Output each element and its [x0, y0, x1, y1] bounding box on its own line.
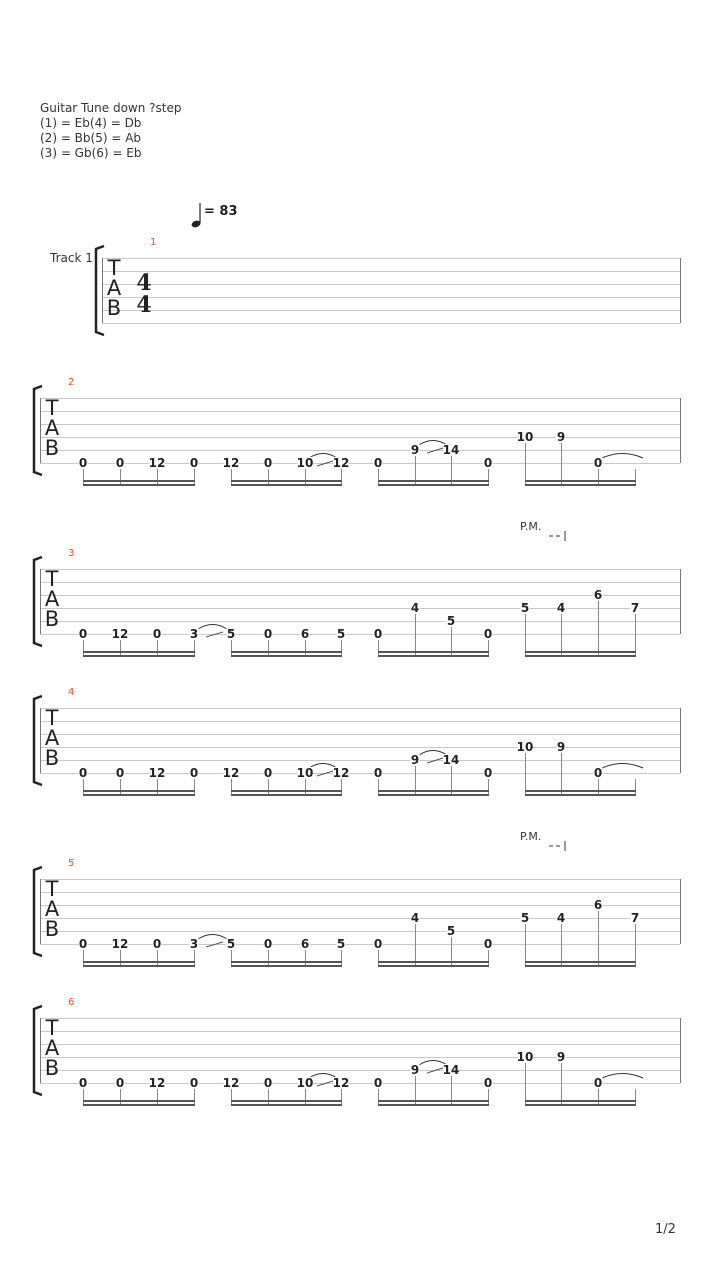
beam-primary — [231, 961, 342, 963]
fret-number: 0 — [78, 766, 88, 780]
beam-primary — [231, 790, 342, 792]
fret-number: 4 — [410, 911, 420, 925]
fret-number: 0 — [152, 937, 162, 951]
fret-number: 5 — [336, 627, 346, 641]
beam-secondary — [231, 794, 342, 796]
fret-number: 0 — [483, 1076, 493, 1090]
page-number: 1/2 — [655, 1222, 676, 1237]
fret-number: 0 — [115, 456, 125, 470]
beam-primary — [83, 961, 195, 963]
beam-secondary — [525, 965, 636, 967]
fret-number: 0 — [189, 456, 199, 470]
tuning-line-2: (2) = Bb(5) = Ab — [40, 131, 142, 145]
fret-number: 0 — [593, 766, 603, 780]
tuning-title: Guitar Tune down ?step — [40, 101, 182, 115]
beam-primary — [231, 1100, 342, 1102]
fret-number: 0 — [593, 1076, 603, 1090]
tuning-line-3: (3) = Gb(6) = Eb — [40, 146, 142, 160]
beam-primary — [525, 1100, 636, 1102]
time-signature-bottom: 4 — [136, 292, 152, 318]
fret-number: 3 — [189, 627, 199, 641]
fret-number: 5 — [446, 924, 456, 938]
fret-number: 12 — [148, 766, 166, 780]
fret-number: 12 — [111, 627, 129, 641]
fret-number: 3 — [189, 937, 199, 951]
fret-number: 5 — [226, 627, 236, 641]
fret-number: 0 — [152, 627, 162, 641]
beam-primary — [83, 790, 195, 792]
tab-clef-b: B — [44, 746, 60, 770]
fret-number: 12 — [148, 456, 166, 470]
fret-number: 0 — [189, 766, 199, 780]
fret-number: 12 — [222, 1076, 240, 1090]
tab-clef-t: T — [45, 706, 59, 730]
fret-number: 14 — [442, 1063, 460, 1077]
fret-number: 10 — [516, 430, 534, 444]
fret-number: 0 — [263, 937, 273, 951]
fret-number: 0 — [78, 937, 88, 951]
tie-arc — [198, 935, 227, 940]
beam-secondary — [378, 1104, 489, 1106]
beam-secondary — [231, 1104, 342, 1106]
measure-number: 3 — [68, 548, 75, 559]
fret-number: 12 — [111, 937, 129, 951]
fret-number: 6 — [300, 627, 310, 641]
fret-number: 0 — [115, 1076, 125, 1090]
fret-number: 12 — [222, 766, 240, 780]
beam-secondary — [378, 794, 489, 796]
beam-primary — [83, 480, 195, 482]
fret-number: 4 — [410, 601, 420, 615]
time-signature-top: 4 — [136, 270, 152, 296]
tab-clef-t: T — [45, 396, 59, 420]
fret-number: 0 — [483, 937, 493, 951]
beam-primary — [378, 651, 489, 653]
fret-number: 12 — [148, 1076, 166, 1090]
tie-arc — [602, 1074, 643, 1079]
tie-arc — [602, 454, 643, 459]
measure-number: 4 — [68, 687, 75, 698]
fret-number: 0 — [263, 1076, 273, 1090]
tab-clef-a: A — [106, 276, 122, 300]
fret-number: 0 — [483, 627, 493, 641]
fret-number: 14 — [442, 753, 460, 767]
beam-primary — [525, 651, 636, 653]
fret-number: 9 — [556, 1050, 566, 1064]
beam-secondary — [83, 965, 195, 967]
fret-number: 0 — [373, 766, 383, 780]
tempo-value: = 83 — [204, 204, 238, 219]
fret-number: 5 — [520, 911, 530, 925]
tab-clef-b: B — [44, 1056, 60, 1080]
fret-number: 6 — [593, 898, 603, 912]
beam-secondary — [525, 794, 636, 796]
fret-number: 9 — [556, 430, 566, 444]
fret-number: 0 — [115, 766, 125, 780]
fret-number: 9 — [410, 1063, 420, 1077]
tab-clef-t: T — [107, 256, 121, 280]
tab-clef-a: A — [44, 1036, 60, 1060]
fret-number: 12 — [332, 1076, 350, 1090]
tab-clef-b: B — [44, 917, 60, 941]
beam-primary — [525, 961, 636, 963]
beam-secondary — [231, 655, 342, 657]
measure-number: 5 — [68, 858, 75, 869]
beam-primary — [378, 790, 489, 792]
palm-mute-label: P.M. — [520, 830, 542, 843]
measure-number: 2 — [68, 377, 75, 388]
fret-number: 5 — [226, 937, 236, 951]
tab-clef-a: A — [44, 416, 60, 440]
fret-number: 0 — [483, 456, 493, 470]
beam-primary — [378, 961, 489, 963]
fret-number: 14 — [442, 443, 460, 457]
fret-number: 10 — [296, 766, 314, 780]
fret-number: 0 — [78, 627, 88, 641]
beam-secondary — [231, 965, 342, 967]
fret-number: 10 — [516, 740, 534, 754]
tab-clef-b: B — [44, 607, 60, 631]
beam-secondary — [525, 1104, 636, 1106]
fret-number: 0 — [263, 627, 273, 641]
tab-clef-t: T — [45, 1016, 59, 1040]
tab-clef-b: B — [106, 296, 122, 320]
fret-number: 9 — [410, 443, 420, 457]
fret-number: 0 — [373, 456, 383, 470]
fret-number: 0 — [373, 1076, 383, 1090]
fret-number: 12 — [222, 456, 240, 470]
beam-primary — [231, 651, 342, 653]
fret-number: 0 — [483, 766, 493, 780]
fret-number: 9 — [556, 740, 566, 754]
fret-number: 0 — [373, 627, 383, 641]
fret-number: 0 — [263, 456, 273, 470]
fret-number: 9 — [410, 753, 420, 767]
fret-number: 0 — [593, 456, 603, 470]
beam-secondary — [231, 484, 342, 486]
fret-number: 10 — [296, 456, 314, 470]
beam-primary — [525, 480, 636, 482]
fret-number: 0 — [78, 456, 88, 470]
measure-number: 6 — [68, 997, 75, 1008]
beam-primary — [83, 1100, 195, 1102]
track-label: Track 1 — [50, 251, 93, 265]
tab-clef-a: A — [44, 726, 60, 750]
beam-primary — [83, 651, 195, 653]
palm-mute-label: P.M. — [520, 520, 542, 533]
beam-secondary — [378, 484, 489, 486]
fret-number: 6 — [593, 588, 603, 602]
tab-clef-a: A — [44, 587, 60, 611]
tuning-line-1: (1) = Eb(4) = Db — [40, 116, 142, 130]
fret-number: 5 — [336, 937, 346, 951]
beam-secondary — [83, 1104, 195, 1106]
tab-clef-t: T — [45, 877, 59, 901]
beam-secondary — [83, 794, 195, 796]
fret-number: 0 — [373, 937, 383, 951]
fret-number: 5 — [520, 601, 530, 615]
fret-number: 0 — [78, 1076, 88, 1090]
tie-arc — [602, 764, 643, 769]
fret-number: 7 — [630, 911, 640, 925]
beam-secondary — [378, 655, 489, 657]
beam-secondary — [525, 484, 636, 486]
fret-number: 6 — [300, 937, 310, 951]
fret-number: 4 — [556, 911, 566, 925]
fret-number: 10 — [296, 1076, 314, 1090]
beam-secondary — [83, 655, 195, 657]
fret-number: 0 — [263, 766, 273, 780]
tab-clef-t: T — [45, 567, 59, 591]
tab-clef-b: B — [44, 436, 60, 460]
beam-primary — [378, 480, 489, 482]
fret-number: 12 — [332, 766, 350, 780]
fret-number: 12 — [332, 456, 350, 470]
tab-clef-a: A — [44, 897, 60, 921]
fret-number: 5 — [446, 614, 456, 628]
fret-number: 10 — [516, 1050, 534, 1064]
measure-number: 1 — [150, 237, 157, 248]
beam-secondary — [83, 484, 195, 486]
beam-primary — [525, 790, 636, 792]
fret-number: 7 — [630, 601, 640, 615]
tie-arc — [198, 625, 227, 630]
fret-number: 0 — [189, 1076, 199, 1090]
fret-number: 4 — [556, 601, 566, 615]
beam-primary — [378, 1100, 489, 1102]
beam-primary — [231, 480, 342, 482]
beam-secondary — [525, 655, 636, 657]
beam-secondary — [378, 965, 489, 967]
